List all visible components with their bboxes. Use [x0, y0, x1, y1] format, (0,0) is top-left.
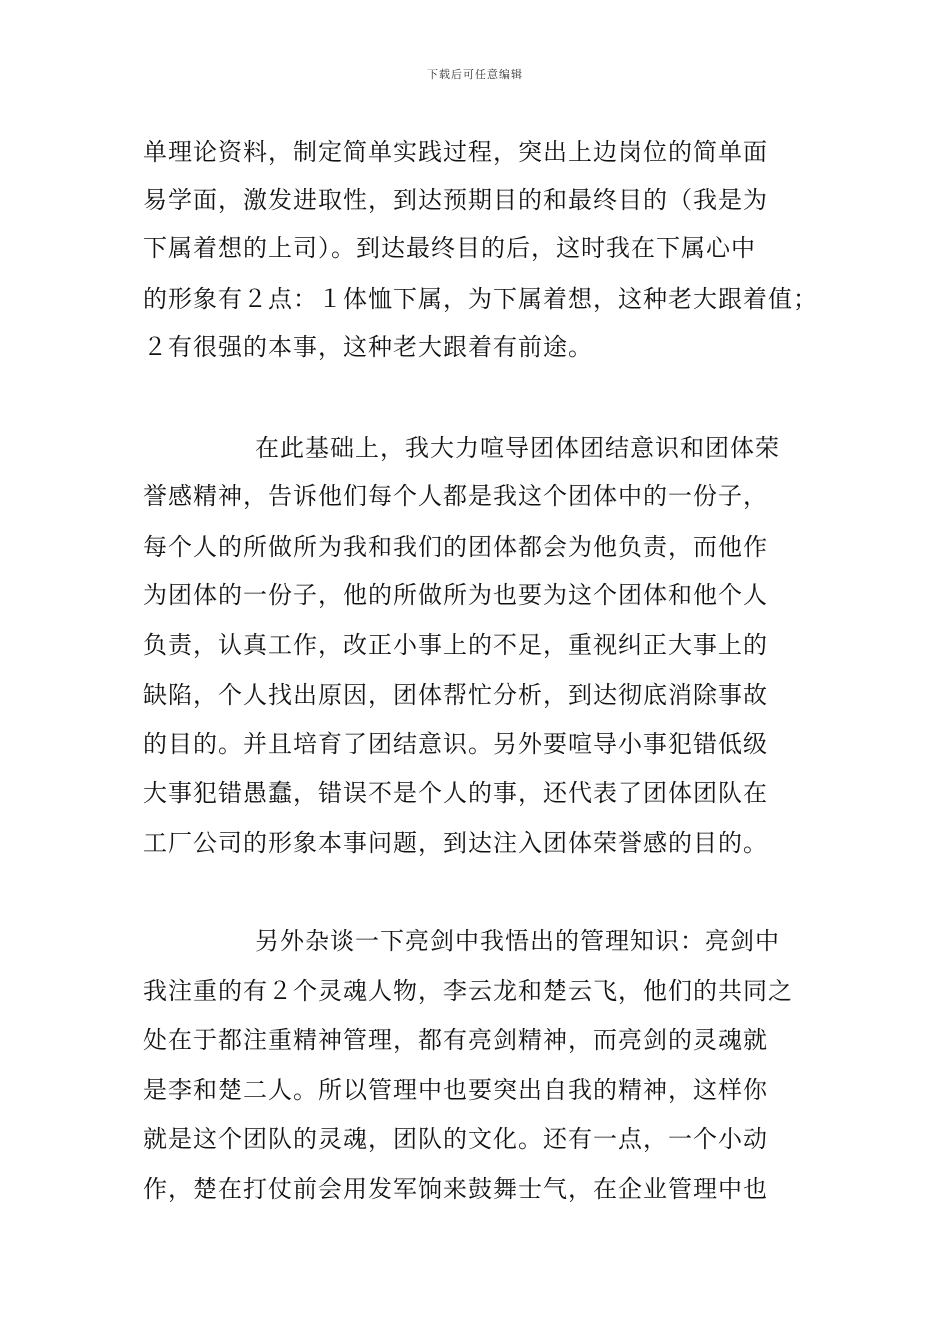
- paragraph-3-line-4: 是李和楚二人。所以管理中也要突出自我的精神，这样你: [143, 1076, 768, 1104]
- paragraph-3-line-5: 就是这个团队的灵魂，团队的文化。还有一点，一个小动: [143, 1125, 768, 1153]
- page-header: 下载后可任意编辑: [427, 68, 523, 81]
- paragraph-2-line-7: 的目的。并且培育了团结意识。另外要喧导小事犯错低级: [143, 730, 768, 758]
- paragraph-2-line-8: 大事犯错愚蠢，错误不是个人的事，还代表了团体团队在: [143, 779, 768, 807]
- paragraph-3-line-2: 我注重的有２个灵魂人物，李云龙和楚云飞，他们的共同之: [143, 977, 793, 1005]
- paragraph-3-line-3: 处在于都注重精神管理，都有亮剑精神，而亮剑的灵魂就: [143, 1026, 768, 1054]
- paragraph-3-line-1: 另外杂谈一下亮剑中我悟出的管理知识：亮剑中: [255, 927, 780, 955]
- paragraph-1-line-2: 易学面，激发进取性，到达预期目的和最终目的（我是为: [143, 186, 768, 214]
- paragraph-2-line-4: 为团体的一份子，他的所做所为也要为这个团体和他个人: [143, 581, 768, 609]
- paragraph-1-line-3: 下属着想的上司）。到达最终目的后，这时我在下属心中: [143, 234, 756, 262]
- paragraph-2-line-6: 缺陷，个人找出原因，团体帮忙分析，到达彻底消除事故: [143, 681, 768, 709]
- paragraph-1-line-4: 的形象有２点：１体恤下属，为下属着想，这种老大跟着值；: [143, 285, 818, 313]
- paragraph-2-line-2: 誉感精神，告诉他们每个人都是我这个团体中的一份子，: [143, 482, 768, 510]
- paragraph-1-line-5: ２有很强的本事，这种老大跟着有前途。: [143, 333, 593, 361]
- paragraph-2-line-3: 每个人的所做所为我和我们的团体都会为他负责，而他作: [143, 533, 768, 561]
- paragraph-2-line-9: 工厂公司的形象本事问题，到达注入团体荣誉感的目的。: [143, 829, 768, 857]
- paragraph-2-line-1: 在此基础上，我大力喧导团体团结意识和团体荣: [255, 434, 780, 462]
- paragraph-3-line-6: 作，楚在打仗前会用发军饷来鼓舞士气，在企业管理中也: [143, 1175, 768, 1203]
- paragraph-2-line-5: 负责，认真工作，改正小事上的不足，重视纠正大事上的: [143, 631, 768, 659]
- paragraph-1-line-1: 单理论资料，制定简单实践过程，突出上边岗位的简单面: [143, 138, 768, 166]
